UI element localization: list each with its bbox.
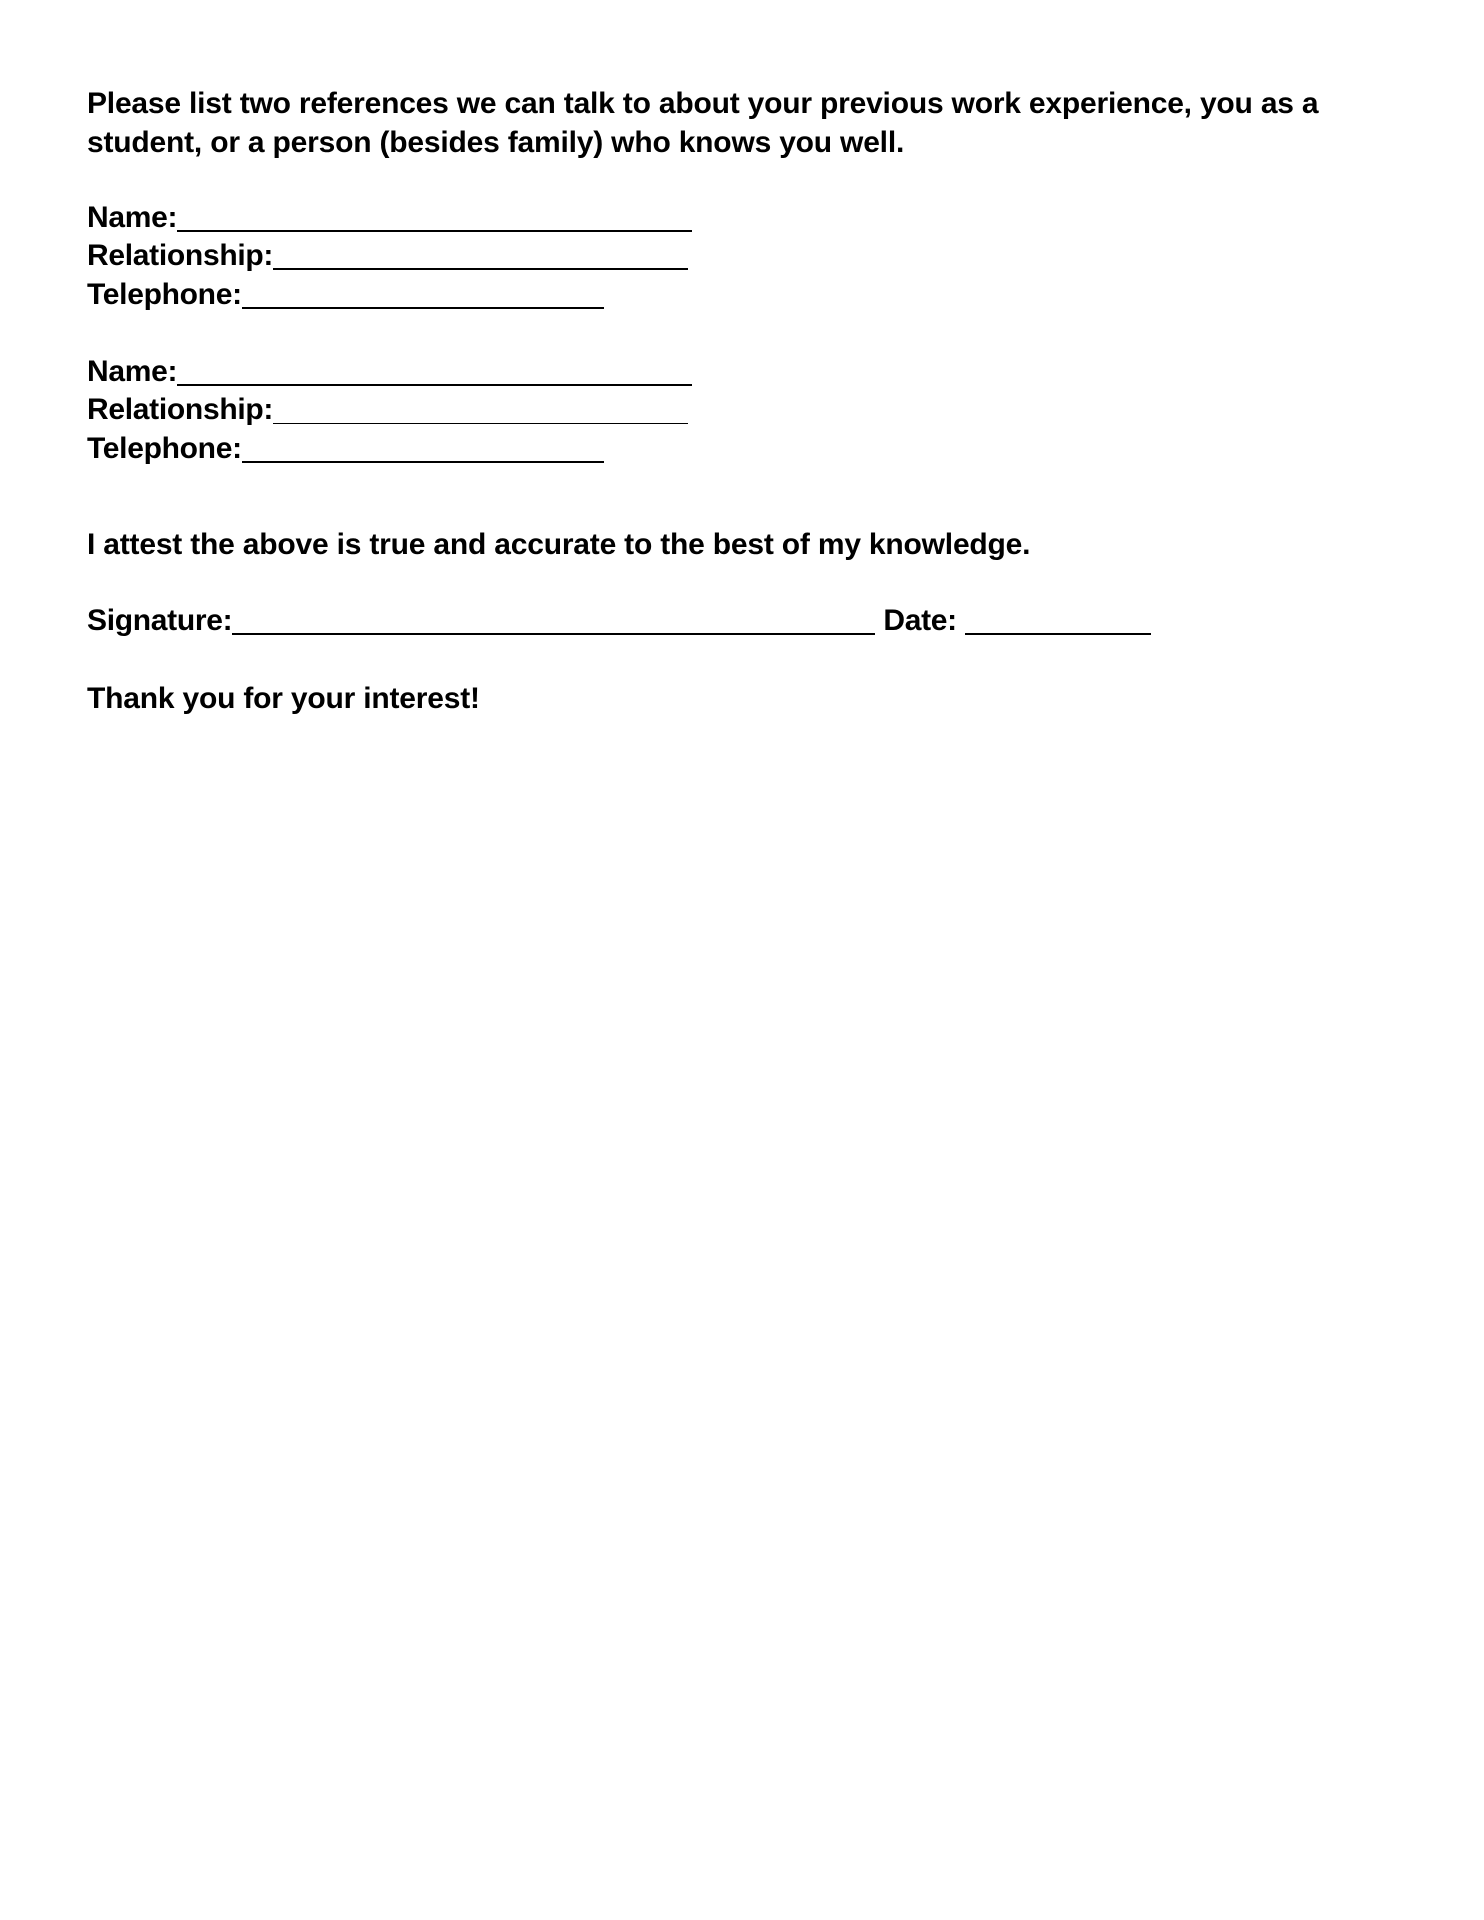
closing-text: Thank you for your interest!	[87, 682, 480, 715]
signature-label: Signature:	[87, 604, 233, 637]
name-blank-line[interactable]	[177, 354, 692, 386]
reference-1-name-field[interactable]	[87, 199, 692, 237]
signature-row	[87, 602, 1151, 640]
telephone-blank-line[interactable]	[242, 277, 604, 309]
reference-1-relationship-field[interactable]	[87, 237, 688, 275]
relationship-blank-line[interactable]	[273, 238, 688, 270]
name-label: Name:	[87, 201, 178, 234]
reference-2-name-field[interactable]	[87, 353, 692, 391]
reference-1-telephone-field[interactable]	[87, 276, 604, 314]
attestation-statement: I attest the above is true and accurate to the best of my knowledge.	[87, 528, 1031, 561]
name-label: Name:	[87, 355, 178, 388]
date-blank-line[interactable]	[965, 603, 1151, 635]
reference-2-telephone-field[interactable]	[87, 430, 604, 468]
telephone-blank-line[interactable]	[242, 431, 604, 463]
relationship-blank-line[interactable]	[273, 393, 688, 424]
telephone-label: Telephone:	[87, 278, 242, 311]
instructions-text: Please list two references we can talk to about your previous work experience, you as a student, or a person (besides family) who knows you well.	[87, 87, 1319, 159]
relationship-label: Relationship:	[87, 393, 274, 426]
name-blank-line[interactable]	[177, 200, 692, 232]
relationship-label: Relationship:	[87, 239, 274, 272]
reference-2-relationship-field[interactable]	[87, 391, 688, 429]
telephone-label: Telephone:	[87, 432, 242, 465]
date-label: Date:	[883, 604, 957, 637]
signature-blank-line[interactable]	[232, 603, 875, 635]
